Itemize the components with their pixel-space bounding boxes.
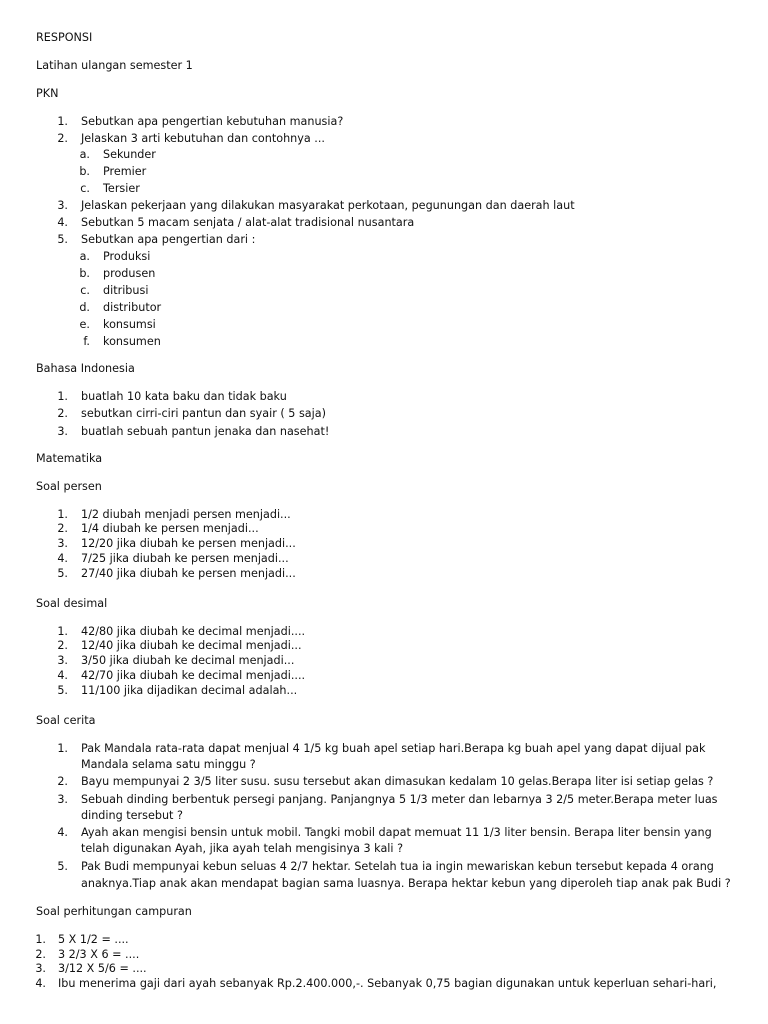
list-number: 3.	[57, 793, 68, 806]
sub-list-item: distributor	[103, 301, 162, 314]
list-number: 1.	[35, 933, 46, 946]
list-item-line: telah digunakan Ayah, jika ayah telah mengisinya 3 kali ?	[81, 842, 404, 855]
list-number: 3.	[35, 962, 46, 975]
list-number: 1.	[57, 390, 68, 403]
list-number: 1.	[57, 508, 68, 521]
sub-list-letter: c.	[80, 182, 90, 195]
list-number: 2.	[35, 948, 46, 961]
list-item: 1/2 diubah menjadi persen menjadi...	[81, 508, 291, 521]
list-item: Jelaskan 3 arti kebutuhan dan contohnya ...	[81, 132, 325, 145]
list-item: 11/100 jika dijadikan decimal adalah...	[81, 684, 298, 697]
list-number: 4.	[57, 552, 68, 565]
sub-list-item: Tersier	[103, 182, 140, 195]
list-number: 5.	[57, 684, 68, 697]
list-item: 42/70 jika diubah ke decimal menjadi....	[81, 669, 306, 682]
list-number: 2.	[57, 132, 68, 145]
sub-list-item: produsen	[103, 267, 156, 280]
list-item: 1/4 diubah ke persen menjadi...	[81, 522, 259, 535]
list-item-line: Bayu mempunyai 2 3/5 liter susu. susu tersebut akan dimasukan kedalam 10 gelas.Berapa liter isi setiap gelas ?	[81, 775, 714, 788]
list-number: 3.	[57, 537, 68, 550]
sub-list-letter: b.	[79, 267, 90, 280]
list-item-line: Ayah akan mengisi bensin untuk mobil. Tangki mobil dapat memuat 11 1/3 liter bensin. Berapa liter bensin yang	[81, 826, 712, 839]
list-number: 4.	[35, 977, 46, 990]
subsection-heading-desimal: Soal desimal	[36, 597, 108, 610]
list-item: buatlah 10 kata baku dan tidak baku	[81, 390, 287, 403]
sub-list-letter: d.	[79, 301, 90, 314]
section-heading-matematika: Matematika	[36, 452, 103, 465]
sub-list-item: ditribusi	[103, 284, 149, 297]
list-item-line: Sebuah dinding berbentuk persegi panjang. Panjangnya 5 1/3 meter dan lebarnya 3 2/5 meter.Berapa meter luas	[81, 793, 718, 806]
sub-list-item: konsumsi	[103, 318, 156, 331]
list-item: Sebutkan apa pengertian dari :	[81, 233, 256, 246]
list-item-line: anaknya.Tiap anak akan mendapat bagian sama luasnya. Berapa hektar kebun yang diperoleh tiap anak pak Budi ?	[81, 877, 731, 890]
subsection-heading-cerita: Soal cerita	[36, 714, 96, 727]
list-item: buatlah sebuah pantun jenaka dan nasehat!	[81, 425, 330, 438]
list-number: 4.	[57, 669, 68, 682]
sub-list-letter: e.	[79, 318, 90, 331]
list-number: 3.	[57, 654, 68, 667]
list-number: 2.	[57, 407, 68, 420]
list-number: 1.	[57, 625, 68, 638]
sub-list-letter: c.	[80, 284, 90, 297]
list-item-line: Pak Mandala rata-rata dapat menjual 4 1/5 kg buah apel setiap hari.Berapa kg buah apel yang dapat dijual pak	[81, 742, 706, 755]
section-heading-pkn: PKN	[36, 87, 59, 100]
list-item: 42/80 jika diubah ke decimal menjadi....	[81, 625, 306, 638]
list-item: 3 2/3 X 6 = ....	[58, 948, 140, 961]
section-heading-bahasa: Bahasa Indonesia	[36, 362, 135, 375]
list-item: sebutkan cirri-ciri pantun dan syair ( 5 saja)	[81, 407, 326, 420]
sub-list-letter: b.	[79, 165, 90, 178]
list-number: 2.	[57, 639, 68, 652]
list-number: 1.	[57, 115, 68, 128]
list-item: Ibu menerima gaji dari ayah sebanyak Rp.2.400.000,-. Sebanyak 0,75 bagian digunakan untuk keperluan sehari-hari,	[58, 977, 717, 990]
list-item-line: dinding tersebut ?	[81, 809, 183, 822]
sub-list-item: konsumen	[103, 335, 161, 348]
list-number: 2.	[57, 522, 68, 535]
sub-list-item: Sekunder	[103, 148, 156, 161]
list-number: 5.	[57, 860, 68, 873]
sub-list-item: Premier	[103, 165, 147, 178]
list-item: 3/12 X 5/6 = ....	[58, 962, 147, 975]
list-item: 12/40 jika diubah ke decimal menjadi...	[81, 639, 302, 652]
list-item: Jelaskan pekerjaan yang dilakukan masyarakat perkotaan, pegunungan dan daerah laut	[81, 199, 575, 212]
sub-list-letter: a.	[79, 148, 90, 161]
list-item: 27/40 jika diubah ke persen menjadi...	[81, 567, 296, 580]
subsection-heading-persen: Soal persen	[36, 480, 102, 493]
sub-list-letter: f.	[83, 335, 90, 348]
list-number: 3.	[57, 425, 68, 438]
list-item-line: Mandala selama satu minggu ?	[81, 758, 256, 771]
list-number: 1.	[57, 742, 68, 755]
doc-title: RESPONSI	[36, 31, 93, 44]
list-item: 7/25 jika diubah ke persen menjadi...	[81, 552, 289, 565]
list-number: 4.	[57, 826, 68, 839]
list-item: Sebutkan 5 macam senjata / alat-alat tradisional nusantara	[81, 216, 415, 229]
list-item: 5 X 1/2 = ....	[58, 933, 129, 946]
list-number: 5.	[57, 233, 68, 246]
subsection-heading-campuran: Soal perhitungan campuran	[36, 905, 192, 918]
sub-list-letter: a.	[79, 250, 90, 263]
list-item: 12/20 jika diubah ke persen menjadi...	[81, 537, 296, 550]
list-item: Sebutkan apa pengertian kebutuhan manusia?	[81, 115, 344, 128]
doc-subtitle: Latihan ulangan semester 1	[36, 59, 193, 72]
list-number: 2.	[57, 775, 68, 788]
list-item: 3/50 jika diubah ke decimal menjadi...	[81, 654, 295, 667]
list-number: 5.	[57, 567, 68, 580]
list-number: 4.	[57, 216, 68, 229]
sub-list-item: Produksi	[103, 250, 151, 263]
list-number: 3.	[57, 199, 68, 212]
list-item-line: Pak Budi mempunyai kebun seluas 4 2/7 hektar. Setelah tua ia ingin mewariskan kebun tersebut kepada 4 orang	[81, 860, 714, 873]
